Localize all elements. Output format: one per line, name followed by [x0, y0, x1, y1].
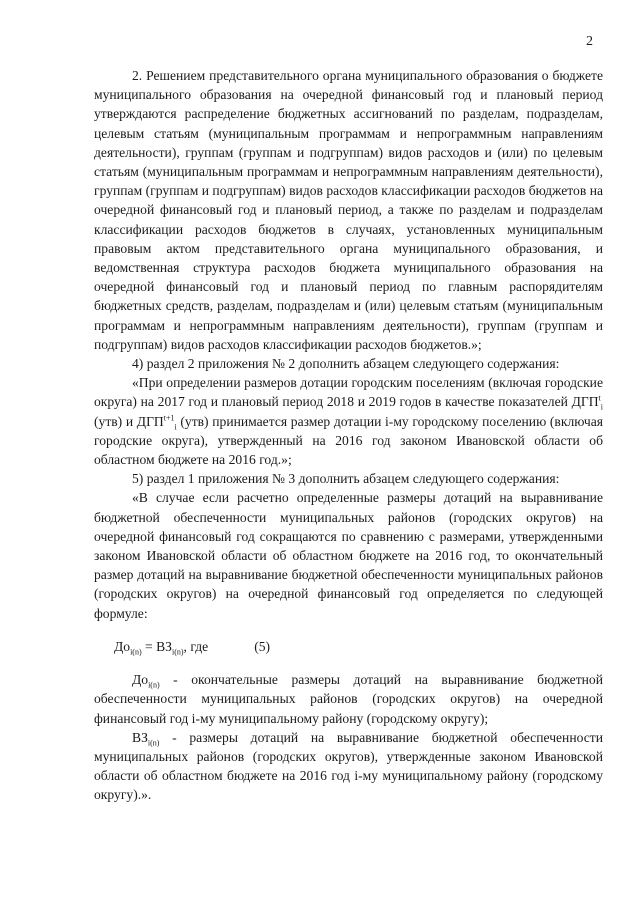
quote1-part3: (утв) принимается размер дотации i-му городскому поселению (включая городские округа), утвержденный на 2016 год законом Ивановской области об областном бюджете на 2016 год.»; — [94, 413, 603, 468]
def1-text: - окончательные размеры дотаций на выравнивание бюджетной обеспеченности муниципальных районов (городских округов) на очередной финансовый год i-му муниципальному району (городскому округу); — [94, 672, 603, 726]
def1-sub: i(n) — [148, 680, 160, 690]
quote-reduction-rule: «В случае если расчетно определенные размеры дотаций на выравнивание бюджетной обеспеченности муниципальных районов (городских округов) на очередной финансовый год сокращаются по сравнению с размерами, утвержденными законом Ивановской области об областном бюджете на 2016 год, то окончательный размер дотаций на выравнивание бюджетной обеспеченности муниципальных районов (городских округов) на очередной финансовый год определяется по следующей формуле: — [94, 490, 603, 621]
definition-do — [94, 670, 603, 728]
quote-subsidy-rule — [94, 373, 603, 469]
page-number: 2 — [586, 34, 593, 49]
def1-symbol: До — [132, 672, 149, 688]
definition-vz — [94, 728, 603, 805]
quote1-sup2: t+1 — [163, 413, 175, 423]
quote1-sub2: i — [174, 422, 177, 432]
paragraph-item-4: 4) раздел 2 приложения № 2 дополнить абзацем следующего содержания: — [132, 356, 560, 372]
quote1-part1: «При определении размеров дотации городским поселениям (включая городские округа) на 2017 год и плановый период 2018 и 2019 годов в качестве показателей ДГП — [94, 375, 603, 410]
formula-eq: = ВЗ — [141, 638, 172, 654]
def2-symbol: ВЗ — [132, 729, 148, 745]
formula-number: (5) — [254, 638, 271, 654]
paragraph-budget-decision: 2. Решением представительного органа муниципального образования о бюджете муниципального образования на очередной финансовый год и плановый период утверждаются распределение бюджетных ассигнований по разделам, подразделам, целевым статьям (муниципальным программам и непрограммным направлениям деятельности), группам (группам и подгруппам) видов расходов и (или) по целевым статьям (муниципальным программам и непрограммным направлениям деятельности), группам (группам и подгруппам) видов расходов классификации расходов бюджетов на очередной финансовый год и плановый период, а также по разделам и подразделам классификации расходов бюджетов в случаях, установленных муниципальным правовым актом представительного органа муниципального образования, и ведомственная структура расходов бюджета муниципального образования на очередной финансовый год и плановый период по главным распорядителям бюджетных средств, разделам, подразделам и (или) целевым статьям (муниципальным программам и непрограммным направлениям деятельности), группам (группам и подгруппам) видов расходов классификации расходов бюджетов.»; — [94, 68, 603, 352]
formula-lhs: До — [114, 638, 131, 654]
paragraph-item-5: 5) раздел 1 приложения № 3 дополнить абзацем следующего содержания: — [132, 471, 560, 487]
def2-sub: i(n) — [147, 738, 160, 748]
document-body — [94, 66, 603, 805]
formula-5 — [94, 637, 603, 656]
formula-tail: , где — [183, 638, 209, 654]
formula-rhs-sub: i(n) — [171, 647, 184, 657]
quote1-part2: (утв) и ДГП — [94, 413, 164, 429]
def2-text: - размеры дотаций на выравнивание бюджетной обеспеченности муниципальных районов (городских округов), утвержденные законом Ивановской области об областном бюджете на 2016 год i-му муниципальному району (городскому округу).». — [94, 729, 603, 803]
formula-lhs-sub: i(n) — [130, 647, 142, 657]
quote1-sup1: t — [598, 393, 601, 403]
quote1-sub1: i — [600, 403, 603, 413]
